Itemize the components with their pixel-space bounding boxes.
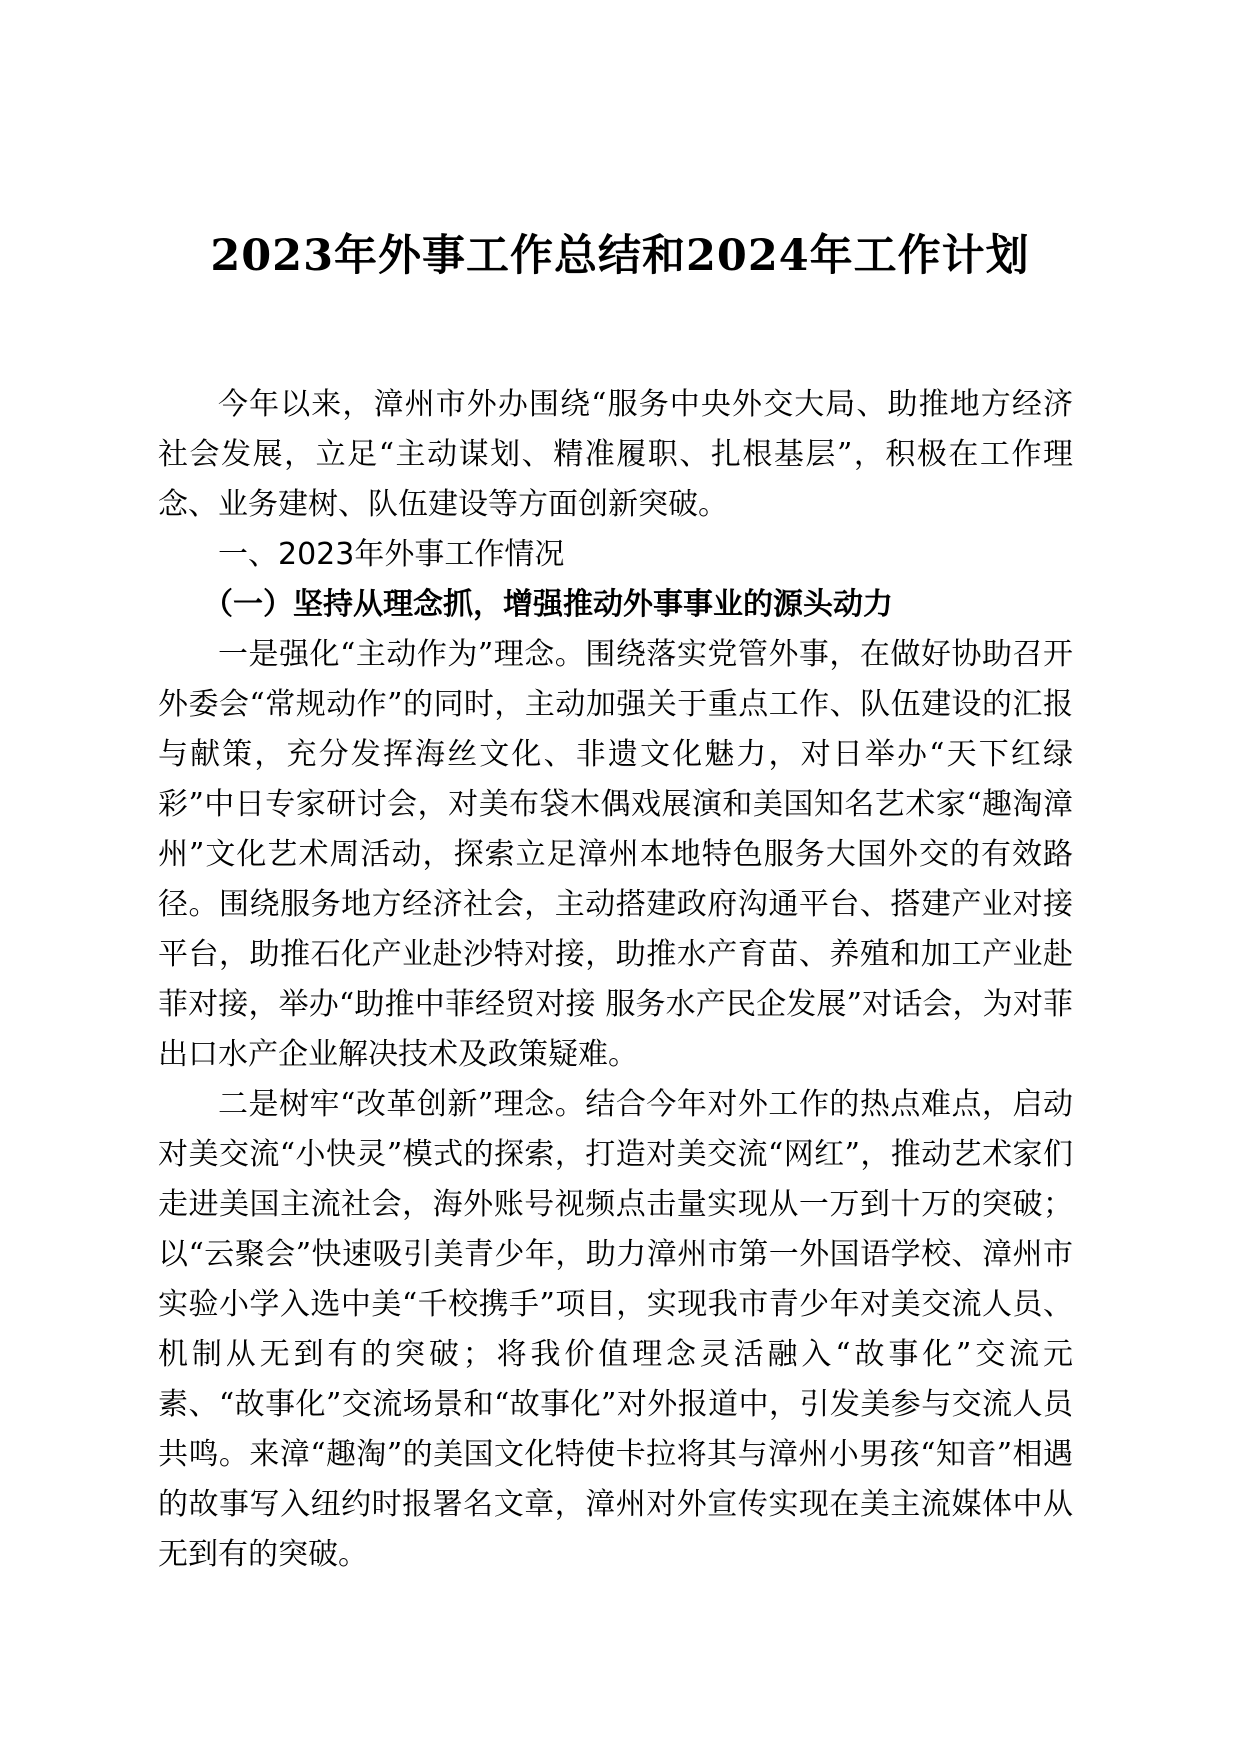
document-body bbox=[158, 380, 1073, 1580]
subsection-heading: （一）坚持从理念抓，增强推动外事事业的源头动力 bbox=[203, 587, 893, 622]
body-paragraph-2: 二是树牢“改革创新”理念。结合今年对外工作的热点难点，启动对美交流“小快灵”模式的探索，打造对美交流“网红”，推动艺术家们走进美国主流社会，海外账号视频点击量实现从一万到十万的突破；以“云聚会”快速吸引美青少年，助力漳州市第一外国语学校、漳州市实验小学入选中美“千校携手”项目，实现我市青少年对美交流人员、机制从无到有的突破；将我价值理念灵活融入“故事化”交流元素、“故事化”交流场景和“故事化”对外报道中，引发美参与交流人员共鸣。来漳“趣淘”的美国文化特使卡拉将其与漳州小男孩“知音”相遇的故事写入纽约时报署名文章，漳州对外宣传实现在美主流媒体中从无到有的突破。 bbox=[158, 1087, 1073, 1572]
document-title: 2023年外事工作总结和2024年工作计划 bbox=[210, 231, 1030, 281]
intro-paragraph: 今年以来，漳州市外办围绕“服务中央外交大局、助推地方经济社会发展，立足“主动谋划、精准履职、扎根基层”，积极在工作理念、业务建树、队伍建设等方面创新突破。 bbox=[158, 387, 1073, 522]
section-heading: 一、2023年外事工作情况 bbox=[218, 537, 565, 572]
body-paragraph-1: 一是强化“主动作为”理念。围绕落实党管外事，在做好协助召开外委会“常规动作”的同时，主动加强关于重点工作、队伍建设的汇报与献策，充分发挥海丝文化、非遗文化魅力，对日举办“天下红绿彩”中日专家研讨会，对美布袋木偶戏展演和美国知名艺术家“趣淘漳州”文化艺术周活动，探索立足漳州本地特色服务大国外交的有效路径。围绕服务地方经济社会，主动搭建政府沟通平台、搭建产业对接平台，助推石化产业赴沙特对接，助推水产育苗、养殖和加工产业赴菲对接，举办“助推中菲经贸对接 服务水产民企发展”对话会，为对菲出口水产企业解决技术及政策疑难。 bbox=[158, 637, 1073, 1072]
